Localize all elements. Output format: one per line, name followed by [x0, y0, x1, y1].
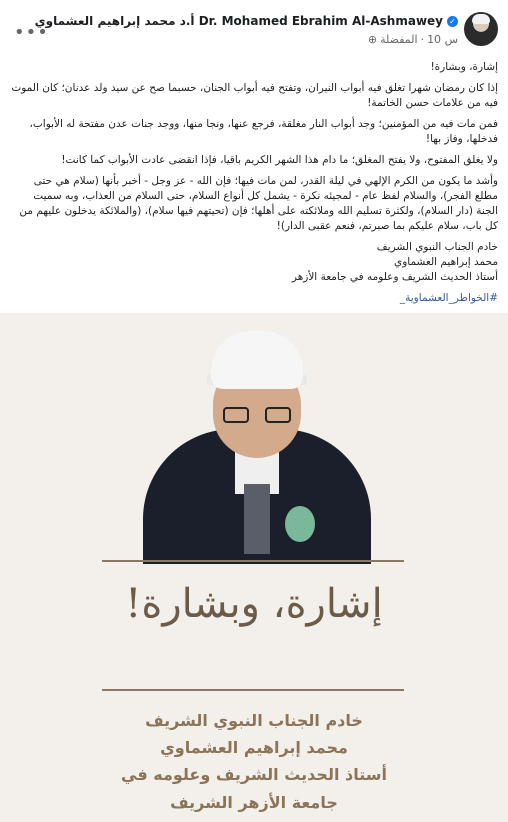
image-line: محمد إبراهيم العشماوي	[160, 738, 348, 757]
author-name[interactable]	[35, 14, 458, 28]
meta-separator: ·	[420, 33, 425, 46]
post-body	[10, 60, 498, 312]
author-name-text[interactable]: أ.د محمد إبراهيم العشماوي Dr. Mohamed Ebrahim Al-Ashmawey	[34, 14, 443, 28]
globe-icon: ⊕	[367, 33, 378, 46]
hashtag-link[interactable]: #الخواطر_العشماوية_	[399, 292, 498, 304]
post-paragraph: ولا يغلق المفتوح، ولا يفتح المغلق؛ ما دام هذا الشهر الكريم باقيا، فإذا انقضى عادت الأبواب كما كانت!	[61, 154, 498, 166]
signature-line: خادم الجناب النبوي الشريف	[376, 241, 498, 253]
image-divider	[102, 689, 404, 691]
post-meta	[368, 33, 458, 46]
post-paragraph: فمن مات فيه من المؤمنين؛ وجد أبواب النار مغلقة، فرجع عنها، ونجا منها، ووجد جنات عدن مفتحة له الأبواب، فدخلها، وفاز بها!	[29, 118, 498, 145]
verified-badge-icon: ✓	[447, 16, 458, 27]
signature-line: أستاذ الحديث الشريف وعلومه في جامعة الأزهر	[291, 271, 498, 283]
post-paragraph: وأشد ما يكون من الكرم الإلهي في ليلة القدر، لمن مات فيها؛ فإن الله - عز وجل - أخبر بأنها (سلام هي حتى مطلع الفجر)، والسلام لفظ عام - لمجيئه نكرة - يشمل كل أنواع السلام، حتى السلام من العذاب، وبه سميت الجنة (دار السلام)، ولكثرة تسليم الله وملائكته على أهلها؛ فإن (تحيتهم فيها سلام)، (والملائكة يدخلون عليهم من كل باب، سلام عليكم بما صبرتم، فنعم عقبى الدار)!	[19, 175, 498, 232]
author-avatar[interactable]	[464, 12, 498, 46]
image-line: خادم الجناب النبوي الشريف	[145, 711, 363, 730]
portrait-photo	[143, 331, 371, 564]
signature-line: محمد إبراهيم العشماوي	[393, 256, 498, 268]
post-image[interactable]	[0, 313, 508, 822]
image-title: إشارة، وبشارة!	[125, 581, 383, 627]
post-paragraph: إذا كان رمضان شهرا تغلق فيه أبواب النيران، وتفتح فيه أبواب الجنان، حسبما صح عن سيد ولد عدنان؛ كان الموت فيه من علامات حسن الخاتمة!	[11, 82, 498, 109]
post-paragraph: إشارة، وبشارة!	[430, 61, 498, 73]
image-divider	[102, 560, 404, 562]
more-options-icon[interactable]: •••	[14, 22, 49, 43]
post-header	[0, 0, 508, 56]
audience-label[interactable]: المفضلة	[380, 33, 418, 46]
image-line: جامعة الأزهر الشريف	[170, 793, 338, 812]
image-line: أستاذ الحديث الشريف وعلومه في	[121, 765, 387, 784]
post-time[interactable]: 10 س	[427, 33, 458, 46]
